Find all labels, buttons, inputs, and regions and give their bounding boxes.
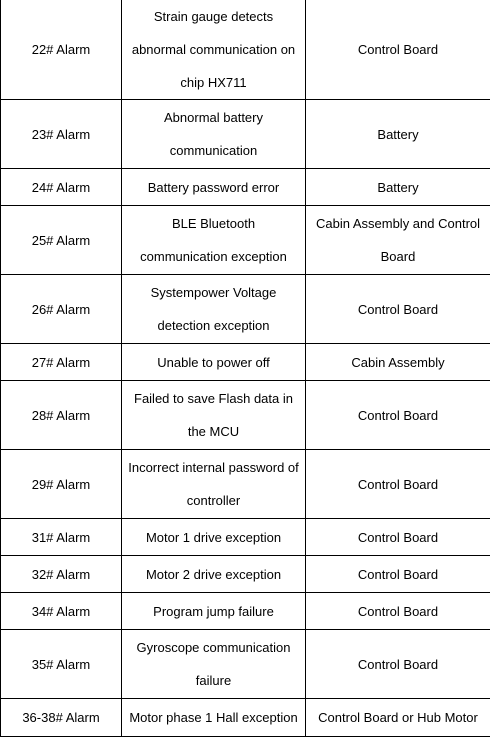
alarm-code-cell: 25# Alarm [1,206,122,275]
table-row [1,275,490,344]
table-row [1,519,490,556]
alarm-description-cell: Gyroscope communication failure [122,630,306,699]
alarm-code-cell: 32# Alarm [1,556,122,593]
alarm-description-cell: Failed to save Flash data in the MCU [122,381,306,450]
alarm-description-cell: Strain gauge detects abnormal communication on chip HX711 [122,0,306,100]
alarm-component-cell: Battery [306,100,490,169]
alarm-code-cell: 26# Alarm [1,275,122,344]
alarm-component-cell: Control Board [306,519,490,556]
table-row [1,699,490,737]
alarm-component-cell: Control Board or Hub Motor [306,699,490,737]
alarm-description-cell: Motor phase 1 Hall exception [122,699,306,737]
alarm-description-cell: BLE Bluetooth communication exception [122,206,306,275]
alarm-code-cell: 31# Alarm [1,519,122,556]
alarm-component-cell: Control Board [306,381,490,450]
alarm-component-cell: Control Board [306,275,490,344]
alarm-component-cell: Cabin Assembly and Control Board [306,206,490,275]
table-row [1,169,490,206]
alarm-description-cell: Motor 2 drive exception [122,556,306,593]
alarm-code-cell: 28# Alarm [1,381,122,450]
alarm-description-cell: Battery password error [122,169,306,206]
alarm-description-cell: Program jump failure [122,593,306,630]
alarm-component-cell: Control Board [306,593,490,630]
alarm-code-cell: 36-38# Alarm [1,699,122,737]
alarm-code-cell: 27# Alarm [1,344,122,381]
alarm-description-cell: Systempower Voltage detection exception [122,275,306,344]
alarm-component-cell: Control Board [306,556,490,593]
alarm-component-cell: Battery [306,169,490,206]
alarm-code-cell: 22# Alarm [1,0,122,100]
table-row [1,630,490,699]
alarm-component-cell: Cabin Assembly [306,344,490,381]
alarm-code-cell: 29# Alarm [1,450,122,519]
alarm-component-cell: Control Board [306,450,490,519]
table-row [1,344,490,381]
alarm-description-cell: Motor 1 drive exception [122,519,306,556]
table-row [1,556,490,593]
table-row [1,0,490,100]
alarm-component-cell: Control Board [306,630,490,699]
alarm-code-cell: 23# Alarm [1,100,122,169]
alarm-description-cell: Incorrect internal password of controller [122,450,306,519]
alarm-code-cell: 35# Alarm [1,630,122,699]
table-row [1,206,490,275]
table-row [1,450,490,519]
alarm-description-cell: Abnormal battery communication [122,100,306,169]
alarm-description-cell: Unable to power off [122,344,306,381]
table-row [1,100,490,169]
alarm-code-cell: 34# Alarm [1,593,122,630]
table-row [1,381,490,450]
alarm-code-cell: 24# Alarm [1,169,122,206]
alarm-component-cell: Control Board [306,0,490,100]
table-row [1,593,490,630]
